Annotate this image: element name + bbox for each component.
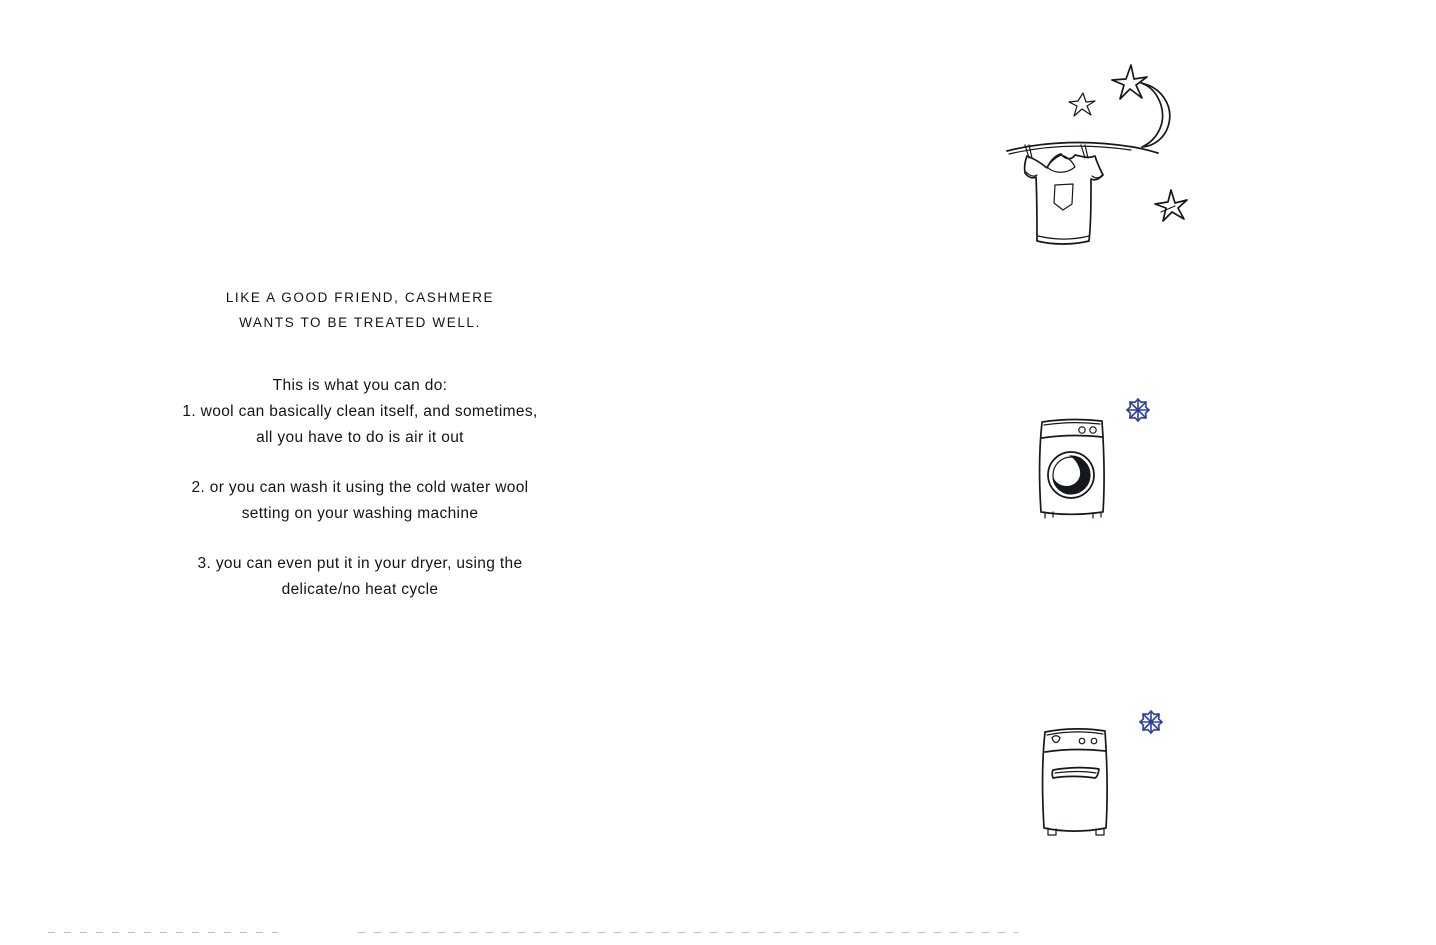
instruction-2-line-2: setting on your washing machine <box>241 505 479 522</box>
instruction-2 <box>110 475 610 527</box>
headline-line-1: LIKE A GOOD FRIEND, CASHMERE <box>225 290 495 305</box>
clothesline-tshirt-night-sky-illustration <box>985 55 1215 275</box>
instruction-3 <box>110 551 610 603</box>
instruction-1-line-1: 1. wool can basically clean itself, and sometimes, <box>182 403 538 420</box>
instructions-intro-group <box>110 373 610 451</box>
washing-machine-illustration <box>1020 390 1170 545</box>
headline <box>110 285 610 335</box>
instruction-3-line-1: 3. you can even put it in your dryer, using the <box>197 555 523 572</box>
snowflake-icon <box>1140 711 1162 733</box>
instructions-intro: This is what you can do: <box>272 377 448 394</box>
instruction-1-line-2: all you have to do is air it out <box>256 429 464 446</box>
dashed-segment-left <box>48 932 278 933</box>
headline-line-2: WANTS TO BE TREATED WELL. <box>239 315 481 330</box>
snowflake-icon <box>1127 399 1149 421</box>
clothes-dryer-illustration <box>1025 700 1175 855</box>
instruction-3-line-2: delicate/no heat cycle <box>281 581 439 598</box>
instruction-2-line-1: 2. or you can wash it using the cold water wool <box>191 479 529 496</box>
page-bottom-dashed-edge <box>0 927 1436 937</box>
instructions-body <box>110 373 610 603</box>
dashed-segment-right <box>358 932 1018 933</box>
care-instructions-text <box>110 285 610 603</box>
